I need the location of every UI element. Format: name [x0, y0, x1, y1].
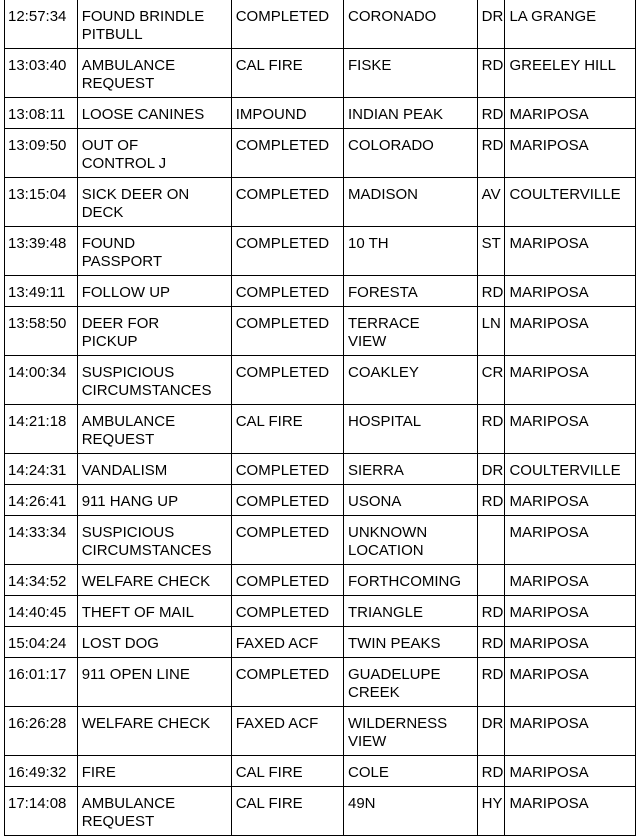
- street-name-cell: SIERRA: [344, 454, 478, 485]
- disposition-cell: COMPLETED: [231, 129, 343, 178]
- call-time-cell: 16:01:17: [5, 658, 78, 707]
- street-name-cell: CORONADO: [344, 0, 478, 49]
- call-time-cell: 13:08:11: [5, 98, 78, 129]
- street-name-cell: MADISON: [344, 178, 478, 227]
- disposition-cell: FAXED ACF: [231, 627, 343, 658]
- call-type-cell: VANDALISM: [77, 454, 231, 485]
- city-cell: LA GRANGE: [505, 0, 636, 49]
- disposition-cell: CAL FIRE: [231, 405, 343, 454]
- disposition-cell: COMPLETED: [231, 454, 343, 485]
- table-row: [5, 98, 636, 129]
- table-row: [5, 454, 636, 485]
- table-row: [5, 627, 636, 658]
- city-cell: MARIPOSA: [505, 485, 636, 516]
- call-time-cell: 13:58:50: [5, 307, 78, 356]
- street-suffix-cell: ST: [477, 227, 505, 276]
- call-type-cell: FOUND PASSPORT: [77, 227, 231, 276]
- call-time-cell: 17:14:08: [5, 787, 78, 836]
- call-time-cell: 14:24:31: [5, 454, 78, 485]
- city-cell: MARIPOSA: [505, 707, 636, 756]
- street-suffix-cell: DR: [477, 707, 505, 756]
- call-type-cell: WELFARE CHECK: [77, 707, 231, 756]
- disposition-cell: COMPLETED: [231, 516, 343, 565]
- street-suffix-cell: RD: [477, 129, 505, 178]
- disposition-cell: CAL FIRE: [231, 756, 343, 787]
- city-cell: MARIPOSA: [505, 356, 636, 405]
- street-suffix-cell: RD: [477, 485, 505, 516]
- call-time-cell: 14:26:41: [5, 485, 78, 516]
- table-row: [5, 707, 636, 756]
- disposition-cell: COMPLETED: [231, 596, 343, 627]
- table-row: [5, 129, 636, 178]
- call-time-cell: 13:09:50: [5, 129, 78, 178]
- disposition-cell: COMPLETED: [231, 356, 343, 405]
- call-time-cell: 16:26:28: [5, 707, 78, 756]
- disposition-cell: FAXED ACF: [231, 707, 343, 756]
- call-type-cell: LOST DOG: [77, 627, 231, 658]
- street-name-cell: TWIN PEAKS: [344, 627, 478, 658]
- incident-log-body: [5, 0, 636, 836]
- call-time-cell: 14:40:45: [5, 596, 78, 627]
- street-name-cell: TERRACE VIEW: [344, 307, 478, 356]
- call-type-cell: SUSPICIOUS CIRCUMSTANCES: [77, 356, 231, 405]
- table-row: [5, 787, 636, 836]
- city-cell: MARIPOSA: [505, 276, 636, 307]
- table-row: [5, 227, 636, 276]
- street-name-cell: FORESTA: [344, 276, 478, 307]
- street-suffix-cell: RD: [477, 49, 505, 98]
- call-time-cell: 13:15:04: [5, 178, 78, 227]
- table-row: [5, 565, 636, 596]
- disposition-cell: COMPLETED: [231, 307, 343, 356]
- street-suffix-cell: [477, 516, 505, 565]
- disposition-cell: COMPLETED: [231, 227, 343, 276]
- disposition-cell: COMPLETED: [231, 658, 343, 707]
- city-cell: MARIPOSA: [505, 756, 636, 787]
- call-type-cell: OUT OF CONTROL J: [77, 129, 231, 178]
- street-name-cell: COLE: [344, 756, 478, 787]
- street-suffix-cell: RD: [477, 405, 505, 454]
- call-type-cell: FOLLOW UP: [77, 276, 231, 307]
- table-row: [5, 596, 636, 627]
- call-type-cell: WELFARE CHECK: [77, 565, 231, 596]
- call-time-cell: 14:33:34: [5, 516, 78, 565]
- call-type-cell: DEER FOR PICKUP: [77, 307, 231, 356]
- street-name-cell: GUADELUPE CREEK: [344, 658, 478, 707]
- city-cell: MARIPOSA: [505, 227, 636, 276]
- street-name-cell: FORTHCOMING: [344, 565, 478, 596]
- disposition-cell: COMPLETED: [231, 178, 343, 227]
- disposition-cell: CAL FIRE: [231, 49, 343, 98]
- table-row: [5, 49, 636, 98]
- call-type-cell: AMBULANCE REQUEST: [77, 787, 231, 836]
- disposition-cell: COMPLETED: [231, 565, 343, 596]
- call-type-cell: SUSPICIOUS CIRCUMSTANCES: [77, 516, 231, 565]
- call-type-cell: 911 OPEN LINE: [77, 658, 231, 707]
- call-time-cell: 16:49:32: [5, 756, 78, 787]
- city-cell: COULTERVILLE: [505, 454, 636, 485]
- street-name-cell: COAKLEY: [344, 356, 478, 405]
- street-suffix-cell: LN: [477, 307, 505, 356]
- disposition-cell: COMPLETED: [231, 0, 343, 49]
- call-type-cell: THEFT OF MAIL: [77, 596, 231, 627]
- city-cell: MARIPOSA: [505, 307, 636, 356]
- table-row: [5, 356, 636, 405]
- street-name-cell: INDIAN PEAK: [344, 98, 478, 129]
- city-cell: MARIPOSA: [505, 98, 636, 129]
- disposition-cell: CAL FIRE: [231, 787, 343, 836]
- street-suffix-cell: DR: [477, 0, 505, 49]
- street-suffix-cell: RD: [477, 276, 505, 307]
- table-row: [5, 756, 636, 787]
- call-type-cell: AMBULANCE REQUEST: [77, 49, 231, 98]
- table-row: [5, 658, 636, 707]
- city-cell: MARIPOSA: [505, 516, 636, 565]
- disposition-cell: COMPLETED: [231, 276, 343, 307]
- city-cell: MARIPOSA: [505, 565, 636, 596]
- call-time-cell: 14:00:34: [5, 356, 78, 405]
- city-cell: GREELEY HILL: [505, 49, 636, 98]
- street-name-cell: UNKNOWN LOCATION: [344, 516, 478, 565]
- street-name-cell: FISKE: [344, 49, 478, 98]
- city-cell: MARIPOSA: [505, 658, 636, 707]
- street-name-cell: USONA: [344, 485, 478, 516]
- street-name-cell: TRIANGLE: [344, 596, 478, 627]
- city-cell: MARIPOSA: [505, 787, 636, 836]
- city-cell: MARIPOSA: [505, 596, 636, 627]
- street-suffix-cell: RD: [477, 658, 505, 707]
- city-cell: MARIPOSA: [505, 627, 636, 658]
- street-name-cell: COLORADO: [344, 129, 478, 178]
- call-type-cell: SICK DEER ON DECK: [77, 178, 231, 227]
- disposition-cell: IMPOUND: [231, 98, 343, 129]
- street-name-cell: HOSPITAL: [344, 405, 478, 454]
- call-time-cell: 12:57:34: [5, 0, 78, 49]
- street-suffix-cell: HY: [477, 787, 505, 836]
- call-time-cell: 15:04:24: [5, 627, 78, 658]
- call-time-cell: 13:49:11: [5, 276, 78, 307]
- city-cell: MARIPOSA: [505, 129, 636, 178]
- table-row: [5, 276, 636, 307]
- table-row: [5, 485, 636, 516]
- call-time-cell: 13:03:40: [5, 49, 78, 98]
- street-suffix-cell: RD: [477, 627, 505, 658]
- table-row: [5, 307, 636, 356]
- city-cell: COULTERVILLE: [505, 178, 636, 227]
- table-row: [5, 0, 636, 49]
- disposition-cell: COMPLETED: [231, 485, 343, 516]
- street-suffix-cell: DR: [477, 454, 505, 485]
- street-name-cell: WILDERNESS VIEW: [344, 707, 478, 756]
- call-time-cell: 14:34:52: [5, 565, 78, 596]
- call-type-cell: 911 HANG UP: [77, 485, 231, 516]
- call-type-cell: LOOSE CANINES: [77, 98, 231, 129]
- call-type-cell: FOUND BRINDLE PITBULL: [77, 0, 231, 49]
- table-row: [5, 178, 636, 227]
- call-time-cell: 13:39:48: [5, 227, 78, 276]
- table-row: [5, 516, 636, 565]
- call-type-cell: FIRE: [77, 756, 231, 787]
- street-name-cell: 10 TH: [344, 227, 478, 276]
- street-suffix-cell: RD: [477, 98, 505, 129]
- call-time-cell: 14:21:18: [5, 405, 78, 454]
- street-suffix-cell: RD: [477, 596, 505, 627]
- street-suffix-cell: RD: [477, 756, 505, 787]
- table-row: [5, 405, 636, 454]
- street-suffix-cell: AV: [477, 178, 505, 227]
- incident-log-table: [4, 0, 636, 836]
- street-suffix-cell: CR: [477, 356, 505, 405]
- street-suffix-cell: [477, 565, 505, 596]
- call-type-cell: AMBULANCE REQUEST: [77, 405, 231, 454]
- street-name-cell: 49N: [344, 787, 478, 836]
- city-cell: MARIPOSA: [505, 405, 636, 454]
